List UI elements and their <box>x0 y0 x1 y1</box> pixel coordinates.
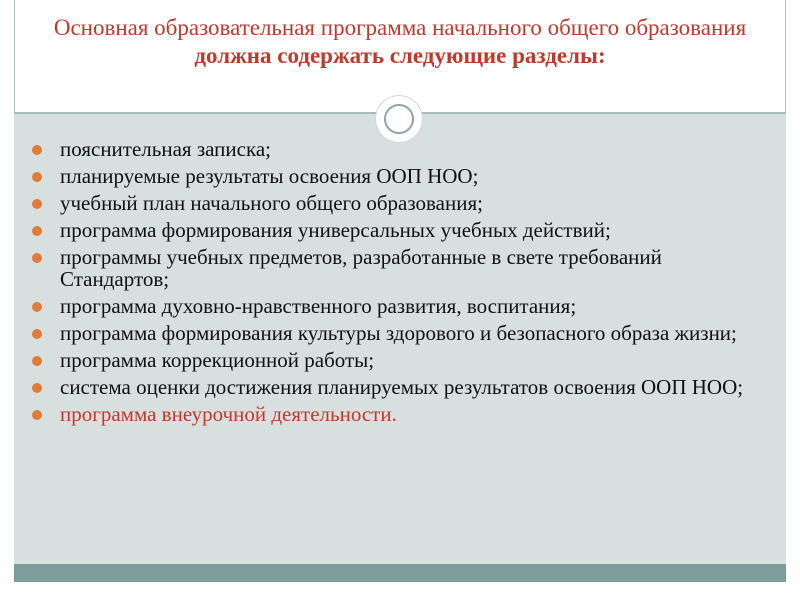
list-item-text: программа духовно-нравственного развития, воспитания; <box>60 294 577 318</box>
list-item-text: учебный план начального общего образования; <box>60 191 483 215</box>
bullet-icon <box>32 199 42 209</box>
list-item <box>30 192 770 214</box>
bullet-icon <box>32 145 42 155</box>
list-item <box>30 376 770 398</box>
slide-title <box>35 14 765 70</box>
list-item <box>30 403 770 425</box>
bullet-icon <box>32 356 42 366</box>
bullet-icon <box>32 172 42 182</box>
bottom-strip <box>14 564 786 582</box>
bullet-icon <box>32 226 42 236</box>
list-item <box>30 349 770 371</box>
section-list <box>30 138 770 430</box>
list-item-text: пояснительная записка; <box>60 137 271 161</box>
bullet-icon <box>32 383 42 393</box>
bullet-icon <box>32 410 42 420</box>
bullet-icon <box>32 253 42 263</box>
bullet-icon <box>32 302 42 312</box>
list-item <box>30 322 770 344</box>
slide-title-bold: должна содержать следующие разделы: <box>194 43 606 68</box>
slide-title-normal: Основная образовательная программа начального общего образования <box>53 15 747 40</box>
list-item-text: программа внеурочной деятельности. <box>60 402 397 426</box>
list-item-text: программа формирования универсальных учебных действий; <box>60 218 611 242</box>
list-item-text: программы учебных предметов, разработанные в свете требований Стандартов; <box>60 245 662 291</box>
content-area <box>14 114 786 564</box>
list-item <box>30 295 770 317</box>
bottom-margin <box>14 582 786 600</box>
list-item <box>30 219 770 241</box>
decorative-circle-inner <box>384 104 414 134</box>
list-item <box>30 165 770 187</box>
list-item-text: планируемые результаты освоения ООП НОО; <box>60 164 479 188</box>
bullet-icon <box>32 329 42 339</box>
decorative-circle-icon <box>376 96 422 142</box>
list-item-text: программа формирования культуры здорового и безопасного образа жизни; <box>60 321 737 345</box>
list-item <box>30 246 770 290</box>
list-item-text: программа коррекционной работы; <box>60 348 375 372</box>
list-item-text: система оценки достижения планируемых результатов освоения ООП НОО; <box>60 375 744 399</box>
